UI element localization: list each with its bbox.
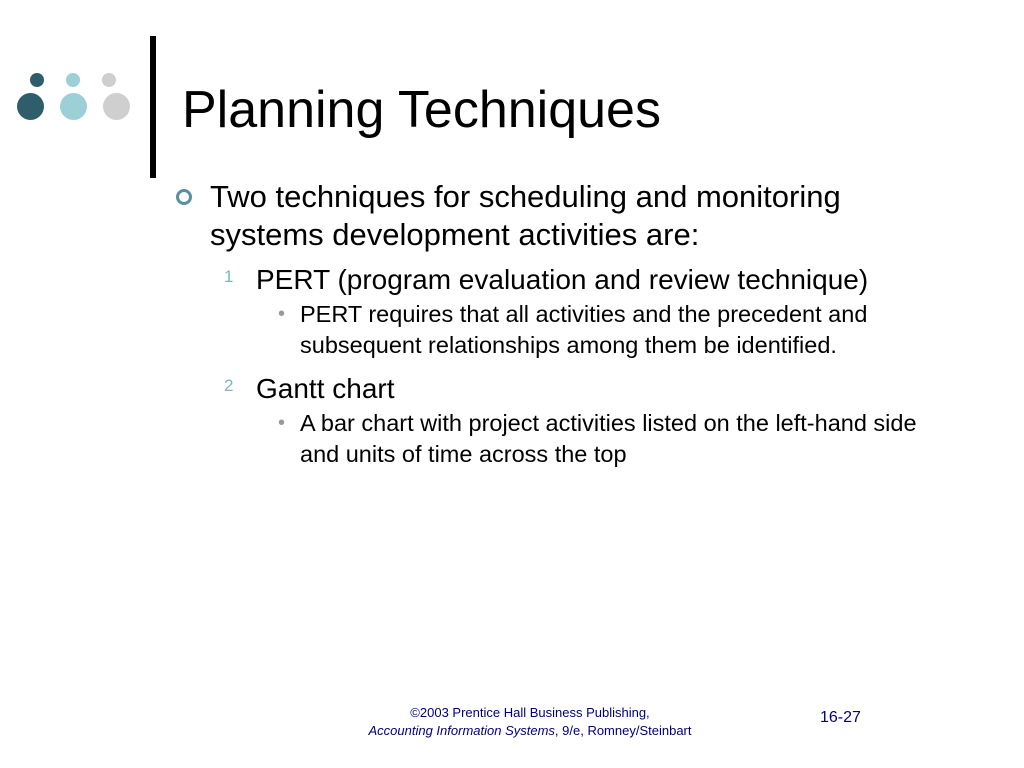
footer-book	[330, 722, 730, 740]
main-bullet	[174, 178, 934, 254]
decorative-dot-icon	[102, 73, 116, 87]
footer-copyright: ©2003 Prentice Hall Business Publishing,	[410, 705, 650, 720]
numbered-item	[174, 262, 934, 297]
slide-body	[174, 178, 934, 480]
item-number: 1	[224, 267, 234, 286]
slide-title: Planning Techniques	[182, 81, 661, 139]
sub-bullet	[174, 299, 934, 361]
ring-bullet-icon	[176, 189, 192, 205]
decorative-dot-icon	[30, 73, 44, 87]
page-number: 16-27	[820, 709, 861, 726]
dot-bullet-icon: •	[278, 303, 286, 325]
item-label: Gantt chart	[256, 373, 395, 404]
numbered-item	[174, 371, 934, 406]
main-bullet-text: Two techniques for scheduling and monitoring systems development activities are:	[210, 179, 841, 252]
decorative-dot-icon	[60, 93, 87, 120]
title-divider	[150, 36, 156, 178]
sub-bullet-text: PERT requires that all activities and the precedent and subsequent relationships among them be identified.	[300, 301, 868, 358]
sub-bullet	[174, 408, 934, 470]
footer-credits	[330, 704, 730, 740]
item-number: 2	[224, 376, 234, 395]
footer-book-title: Accounting Information Systems	[368, 723, 555, 738]
decorative-dot-icon	[66, 73, 80, 87]
footer-book-rest: , 9/e, Romney/Steinbart	[554, 723, 692, 738]
item-label: PERT (program evaluation and review technique)	[256, 264, 869, 295]
dot-bullet-icon: •	[278, 412, 286, 434]
decorative-dot-icon	[17, 93, 44, 120]
decorative-dot-icon	[103, 93, 130, 120]
sub-bullet-text: A bar chart with project activities listed on the left-hand side and units of time across the top	[300, 410, 917, 467]
